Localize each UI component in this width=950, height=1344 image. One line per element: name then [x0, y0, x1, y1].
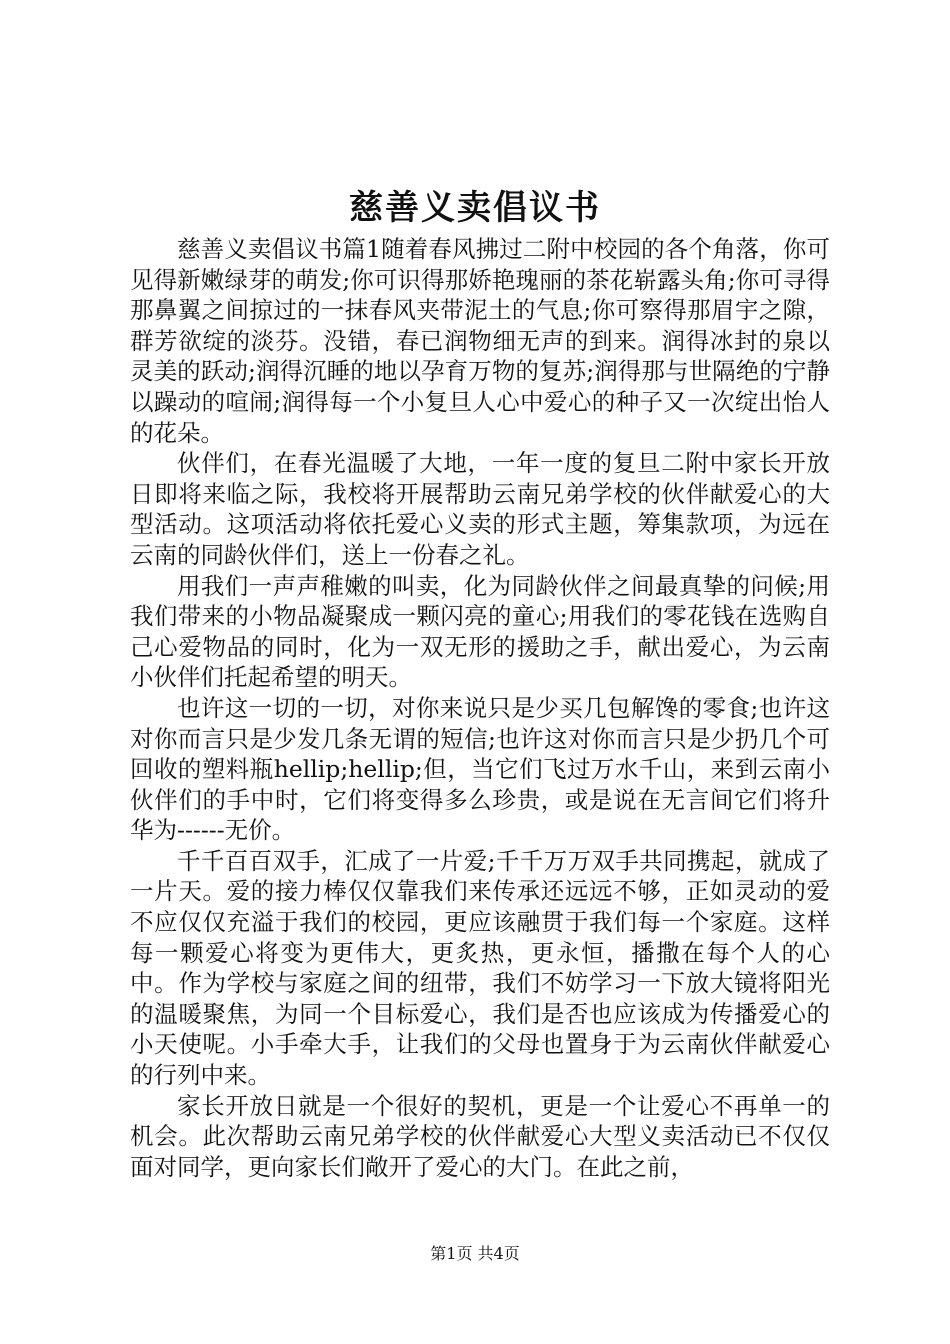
paragraph-3: 用我们一声声稚嫩的叫卖，化为同龄伙伴之间最真挚的问候;用我们带来的小物品凝聚成一颗闪亮的童心;用我们的零花钱在选购自己心爱物品的同时，化为一双无形的援助之手，献出爱心，为云南小伙伴们托起希望的明天。 [130, 571, 830, 692]
paragraph-5: 千千百百双手，汇成了一片爱;千千万万双手共同携起，就成了一片天。爱的接力棒仅仅靠我们来传承还远远不够，正如灵动的爱不应仅仅充溢于我们的校园，更应该融贯于我们每一个家庭。这样每一颗爱心将变为更伟大，更炙热，更永恒，播撒在每个人的心中。作为学校与家庭之间的纽带，我们不妨学习一下放大镜将阳光的温暖聚焦，为同一个目标爱心，我们是否也应该成为传播爱心的小天使呢。小手牵大手，让我们的父母也置身于为云南伙伴献爱心的行列中来。 [130, 846, 830, 1090]
document-title: 慈善义卖倡议书 [349, 188, 601, 228]
paragraph-2: 伙伴们，在春光温暖了大地，一年一度的复旦二附中家长开放日即将来临之际，我校将开展帮助云南兄弟学校的伙伴献爱心的大型活动。这项活动将依托爱心义卖的形式主题，筹集款项，为远在云南的同龄伙伴们，送上一份春之礼。 [130, 449, 830, 569]
paragraph-4: 也许这一切的一切，对你来说只是少买几包解馋的零食;也许这对你而言只是少发几条无谓的短信;也许这对你而言只是少扔几个可回收的塑料瓶hellip;hellip;但，当它们飞过万水千山，来到云南小伙伴们的手中时，它们将变得多么珍贵，或是说在无言间它们将升华为------无价。 [130, 693, 830, 845]
paragraph-6: 家长开放日就是一个很好的契机，更是一个让爱心不再单一的机会。此次帮助云南兄弟学校的伙伴献爱心大型义卖活动已不仅仅面对同学，更向家长们敞开了爱心的大门。在此之前， [130, 1091, 830, 1181]
paragraph-1: 慈善义卖倡议书篇1随着春风拂过二附中校园的各个角落，你可见得新嫩绿芽的萌发;你可识得那娇艳瑰丽的茶花崭露头角;你可寻得那鼻翼之间掠过的一抹春风夹带泥土的气息;你可察得那眉宇之隙，群芳欲绽的淡芬。没错，春已润物细无声的到来。润得冰封的泉以灵美的跃动;润得沉睡的地以孕育万物的复苏;润得那与世隔绝的宁静以躁动的喧闹;润得每一个小复旦人心中爱心的种子又一次绽出怡人的花朵。 [130, 235, 830, 447]
document-body [130, 234, 830, 1182]
page-number-footer: 第1页 共4页 [430, 1244, 520, 1263]
